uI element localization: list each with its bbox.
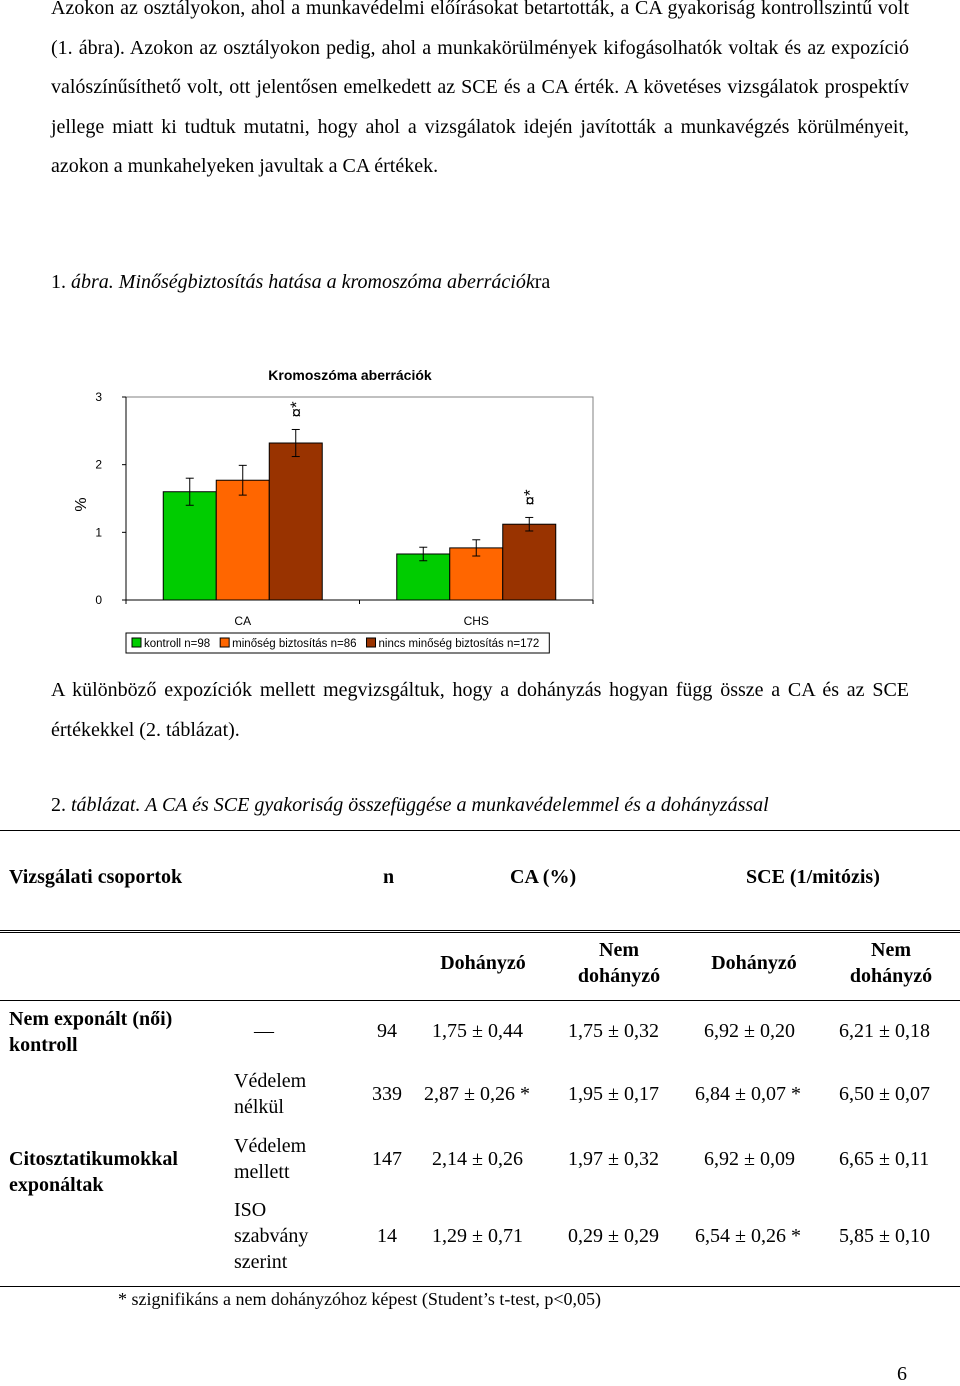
bar [163,492,216,600]
subheader-sce-nonsmoker: Nem dohányzó [849,939,933,987]
table-caption [51,794,769,817]
row-0-subgroup: — [254,1020,274,1042]
body-paragraph-2: A különböző expozíciók mellett megvizsgáltuk, hogy a dohányzás hogyan függ össze a CA és az SCE értékekkel (2. táblázat). [51,679,909,741]
table-title: táblázat. A CA és SCE gyakoriság összefüggése a munkavédelemmel és a dohányzással [71,794,769,816]
header-n: n [383,866,395,888]
figure-label: ábra. [71,271,114,293]
header-sce: SCE (1/mitózis) [746,866,880,888]
row-1-ca-smoker: 2,87 ± 0,26 * [424,1083,530,1105]
y-tick-label: 2 [95,457,102,472]
row-2-sce-smoker: 6,92 ± 0,09 [704,1148,795,1170]
significance-marker: ¤* [286,401,306,418]
legend-label: minőség biztosítás n=86 [232,638,357,650]
row-3-ca-smoker: 1,29 ± 0,71 [432,1225,523,1247]
row-0-sce-smoker: 6,92 ± 0,20 [704,1020,795,1042]
table-header-rule [0,930,960,933]
row-1-subgroup: Védelem nélkül [234,1070,307,1118]
row-2-subgroup: Védelem mellett [234,1135,307,1183]
table-number: 2. [51,794,66,816]
header-ca: CA (%) [510,866,577,888]
legend-label: kontroll n=98 [144,638,211,650]
subheader-ca-nonsmoker: Nem dohányzó [577,939,661,987]
figure-title-suffix: ra [534,271,551,293]
row-3-sce-nonsmoker: 5,85 ± 0,10 [839,1225,930,1247]
bar [503,524,556,600]
figure-number: 1. [51,271,66,293]
table-top-rule [0,830,960,831]
body-paragraph-1: Azokon az osztályokon, ahol a munkavédelmi előírásokat betartották, a CA gyakoriság kontrollszintű volt (1. ábra). Azokon az osztályokon pedig, ahol a munkakörülmények kifogásolhatók voltak és az expozíció valószínűsíthető volt, ott jelentősen emelkedett az SCE és a CA érték. A követéses vizsgálatok prospektív jellege miatt ki tudtuk mutatni, hogy ahol a vizsgálatok idején javították a munkavégzés körülményeit, azokon a munkahelyeken javultak a CA értékek. [51,0,909,177]
row-2-sce-nonsmoker: 6,65 ± 0,11 [839,1148,930,1170]
table-subheader-rule [0,1000,960,1001]
row-1-n: 339 [372,1083,402,1105]
row-2-ca-nonsmoker: 1,97 ± 0,32 [568,1148,659,1170]
row-0-ca-nonsmoker: 1,75 ± 0,32 [568,1020,659,1042]
row-2-n: 147 [372,1148,402,1170]
x-tick-label: CA [234,614,252,628]
row-2-ca-smoker: 2,14 ± 0,26 [432,1148,523,1170]
header-group: Vizsgálati csoportok [9,866,183,888]
group-control: Nem exponált (női) kontroll [9,1008,173,1056]
subheader-sce-smoker: Dohányzó [711,952,797,974]
subheader-ca-smoker: Dohányzó [440,952,526,974]
table-bottom-rule [0,1286,960,1287]
row-0-ca-smoker: 1,75 ± 0,44 [432,1020,523,1042]
row-3-sce-smoker: 6,54 ± 0,26 * [695,1225,801,1247]
significance-marker: ¤* [520,489,540,506]
figure-title: Minőségbiztosítás hatása a kromoszóma aberrációk [118,271,535,293]
row-3-subgroup: ISO szabvány szerint [234,1199,309,1273]
page-number: 6 [897,1363,907,1385]
chart-title: Kromoszóma aberrációk [268,367,432,383]
y-tick-label: 3 [95,390,102,404]
figure-caption [51,271,550,294]
bar [269,443,322,600]
row-1-sce-nonsmoker: 6,50 ± 0,07 [839,1083,930,1105]
row-3-ca-nonsmoker: 0,29 ± 0,29 [568,1225,659,1247]
y-tick-label: 1 [95,525,102,540]
group-exposed: Citosztatikumokkal exponáltak [9,1148,178,1196]
row-1-ca-nonsmoker: 1,95 ± 0,17 [568,1083,659,1105]
chart-y-axis-label: % [73,497,90,512]
legend-swatch [220,638,229,647]
x-tick-label: CHS [463,614,489,628]
table-footnote: * szignifikáns a nem dohányzóhoz képest (Student’s t-test, p<0,05) [118,1289,602,1309]
legend-swatch [367,638,376,647]
row-0-sce-nonsmoker: 6,21 ± 0,18 [839,1020,930,1042]
row-0-n: 94 [377,1020,397,1042]
row-1-sce-smoker: 6,84 ± 0,07 * [695,1083,801,1105]
row-3-n: 14 [377,1225,397,1247]
y-tick-label: 0 [95,593,102,607]
bar-chart [0,350,960,670]
legend-label: nincs minőség biztosítás n=172 [378,638,540,650]
bar [216,480,269,600]
legend-swatch [132,638,141,647]
